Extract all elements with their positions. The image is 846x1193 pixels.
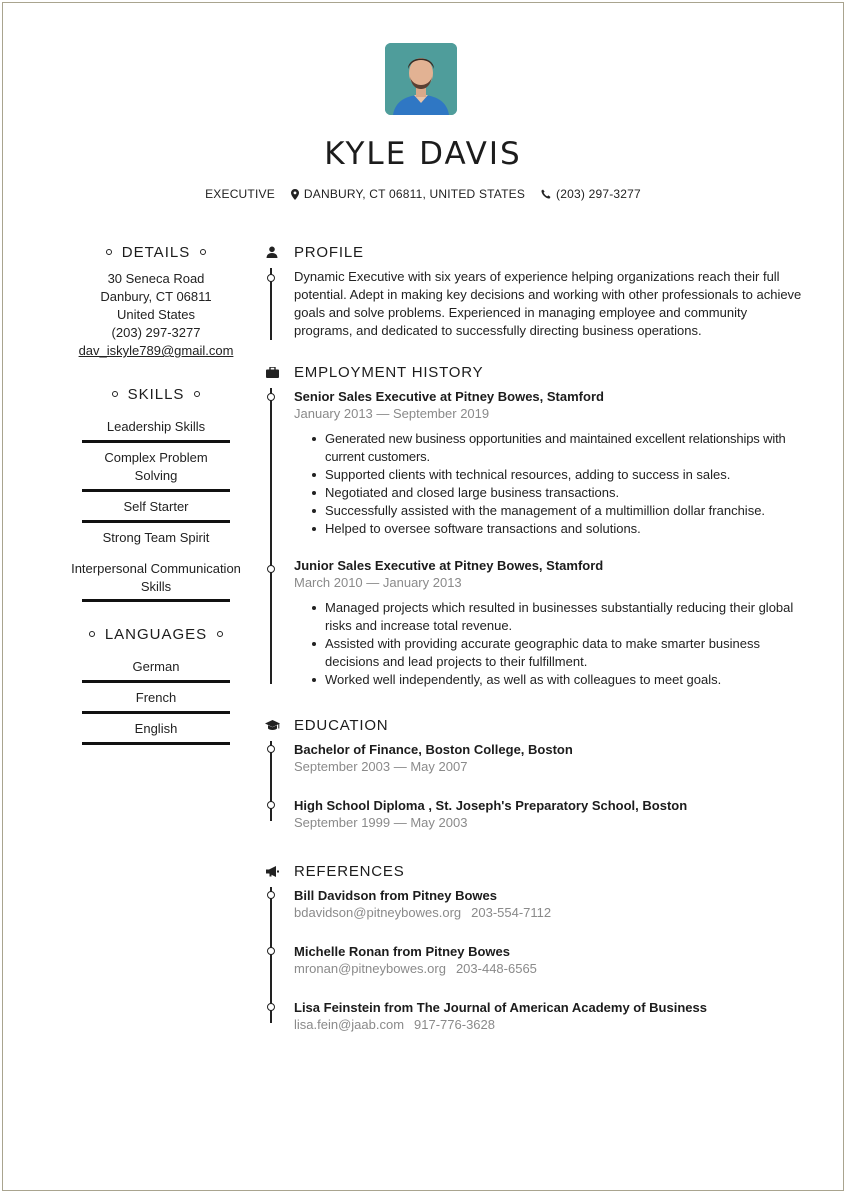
reference-name: Michelle Ronan from Pitney Bowes [294, 944, 510, 959]
job-entry-title: Senior Sales Executive at Pitney Bowes, Stamford [294, 389, 604, 404]
timeline-node [267, 393, 275, 401]
education-title: High School Diploma , St. Joseph's Preparatory School, Boston [294, 798, 688, 813]
education-heading-text: EDUCATION [294, 716, 389, 734]
job-entry-dates: January 2013 — September 2019 [294, 406, 490, 421]
bullet-ring-icon [200, 249, 206, 255]
reference-contact [294, 904, 802, 921]
phone-item [541, 187, 641, 201]
job-entry [294, 557, 802, 689]
skill-item: Leadership Skills [82, 412, 230, 443]
phone-icon [541, 189, 551, 199]
email-link[interactable]: dav_iskyle789@gmail.com [78, 343, 234, 358]
languages-heading [66, 622, 246, 646]
reference-phone: 917-776-3628 [414, 1017, 495, 1032]
left-column [66, 240, 246, 745]
briefcase-icon [262, 367, 282, 378]
language-item: English [82, 714, 230, 745]
reference-email[interactable]: lisa.fein@jaab.com [294, 1017, 405, 1032]
job-entry-dates: March 2010 — January 2013 [294, 575, 462, 590]
employment-heading-text: EMPLOYMENT HISTORY [294, 363, 484, 381]
timeline-line [270, 741, 272, 821]
profile-heading [262, 240, 802, 264]
phone-text: (203) 297-3277 [556, 187, 641, 201]
skills-heading [66, 382, 246, 406]
education-section [262, 713, 802, 831]
skills-list [66, 412, 246, 602]
skill-item: Complex Problem Solving [82, 443, 230, 492]
skill-divider [82, 599, 230, 602]
education-timeline [262, 741, 802, 831]
header-contact-line [0, 187, 846, 201]
location-item [291, 187, 525, 201]
bullet-ring-icon [106, 249, 112, 255]
profile-summary: Dynamic Executive with six years of experience helping organizations reach their full potential. Adept in making key decisions and working with other professionals to achieve goals and solve problems. Experienced in managing employee and community programs, and dedicated to successfully directing business operations. [294, 269, 802, 338]
address-country: United States [116, 307, 196, 322]
references-heading-text: REFERENCES [294, 862, 405, 880]
profile-heading-text: PROFILE [294, 243, 364, 261]
education-heading [262, 713, 802, 737]
timeline-node [267, 745, 275, 753]
details-heading-text: DETAILS [121, 243, 191, 261]
skills-heading-text: SKILLS [127, 385, 185, 403]
education-dates: September 1999 — May 2003 [294, 815, 468, 830]
job-entry [294, 388, 802, 538]
timeline-node [267, 274, 275, 282]
skill-item: Self Starter [82, 492, 230, 523]
map-pin-icon [291, 189, 299, 200]
bullet-ring-icon [217, 631, 223, 637]
timeline-node [267, 1003, 275, 1011]
skill-item: Strong Team Spirit [102, 530, 210, 545]
job-bullet: Helped to oversee software transactions and solutions. [312, 520, 802, 538]
references-timeline [262, 887, 802, 1033]
reference-contact [294, 1016, 802, 1033]
skill-item: Interpersonal Communication Skills [71, 561, 241, 594]
right-column [262, 240, 802, 1033]
education-dates: September 2003 — May 2007 [294, 759, 468, 774]
bullet-ring-icon [112, 391, 118, 397]
education-entry [294, 797, 802, 831]
job-bullet: Worked well independently, as well as with colleagues to meet goals. [312, 671, 802, 689]
education-title: Bachelor of Finance, Boston College, Boston [294, 742, 573, 757]
profile-photo [385, 43, 457, 115]
job-title: EXECUTIVE [205, 187, 275, 201]
job-bullet: Successfully assisted with the management of a multimillion dollar franchise. [312, 502, 802, 520]
bullet-ring-icon [89, 631, 95, 637]
job-bullet: Supported clients with technical resources, adding to success in sales. [312, 466, 802, 484]
timeline-node [267, 801, 275, 809]
location-text: DANBURY, CT 06811, UNITED STATES [303, 187, 526, 201]
reference-email[interactable]: mronan@pitneybowes.org [294, 961, 446, 976]
job-entry-title: Junior Sales Executive at Pitney Bowes, Stamford [294, 558, 604, 573]
reference-entry [294, 887, 802, 921]
languages-list [66, 652, 246, 745]
reference-phone: 203-554-7112 [471, 905, 552, 920]
reference-contact [294, 960, 802, 977]
person-icon [262, 246, 282, 258]
language-item: French [82, 683, 230, 714]
job-bullets [294, 599, 802, 689]
graduation-cap-icon [262, 720, 282, 731]
profile-timeline [262, 268, 802, 340]
references-heading [262, 859, 802, 883]
reference-name: Bill Davidson from Pitney Bowes [294, 888, 497, 903]
references-section [262, 859, 802, 1033]
timeline-node [267, 891, 275, 899]
job-bullets [294, 430, 802, 538]
details-phone: (203) 297-3277 [111, 325, 201, 340]
candidate-name: KYLE DAVIS [324, 136, 522, 172]
reference-phone: 203-448-6565 [455, 961, 537, 976]
job-bullet: Managed projects which resulted in businesses substantially reducing their global risks and increase total revenue. [312, 599, 802, 635]
employment-heading [262, 360, 802, 384]
bullet-ring-icon [194, 391, 200, 397]
job-bullet: Negotiated and closed large business transactions. [312, 484, 802, 502]
job-bullet: Generated new business opportunities and maintained excellent relationships with current customers. [312, 430, 802, 466]
megaphone-icon [262, 866, 282, 877]
employment-section [262, 360, 802, 689]
details-heading [66, 240, 246, 264]
reference-email[interactable]: bdavidson@pitneybowes.org [294, 905, 462, 920]
languages-heading-text: LANGUAGES [104, 625, 208, 643]
reference-name: Lisa Feinstein from The Journal of American Academy of Business [294, 1000, 707, 1015]
timeline-node [267, 947, 275, 955]
reference-entry [294, 943, 802, 977]
job-bullet: Assisted with providing accurate geographic data to make smarter business decisions and lead projects to their fulfillment. [312, 635, 802, 671]
education-entry [294, 741, 802, 775]
employment-timeline [262, 388, 802, 689]
address-line-1: 30 Seneca Road [107, 271, 205, 286]
timeline-line [270, 388, 272, 684]
language-item: German [82, 652, 230, 683]
profile-section [262, 240, 802, 340]
timeline-node [267, 565, 275, 573]
reference-entry [294, 999, 802, 1033]
details-block [66, 270, 246, 360]
address-line-2: Danbury, CT 06811 [100, 289, 212, 304]
job-title-item [205, 187, 275, 201]
